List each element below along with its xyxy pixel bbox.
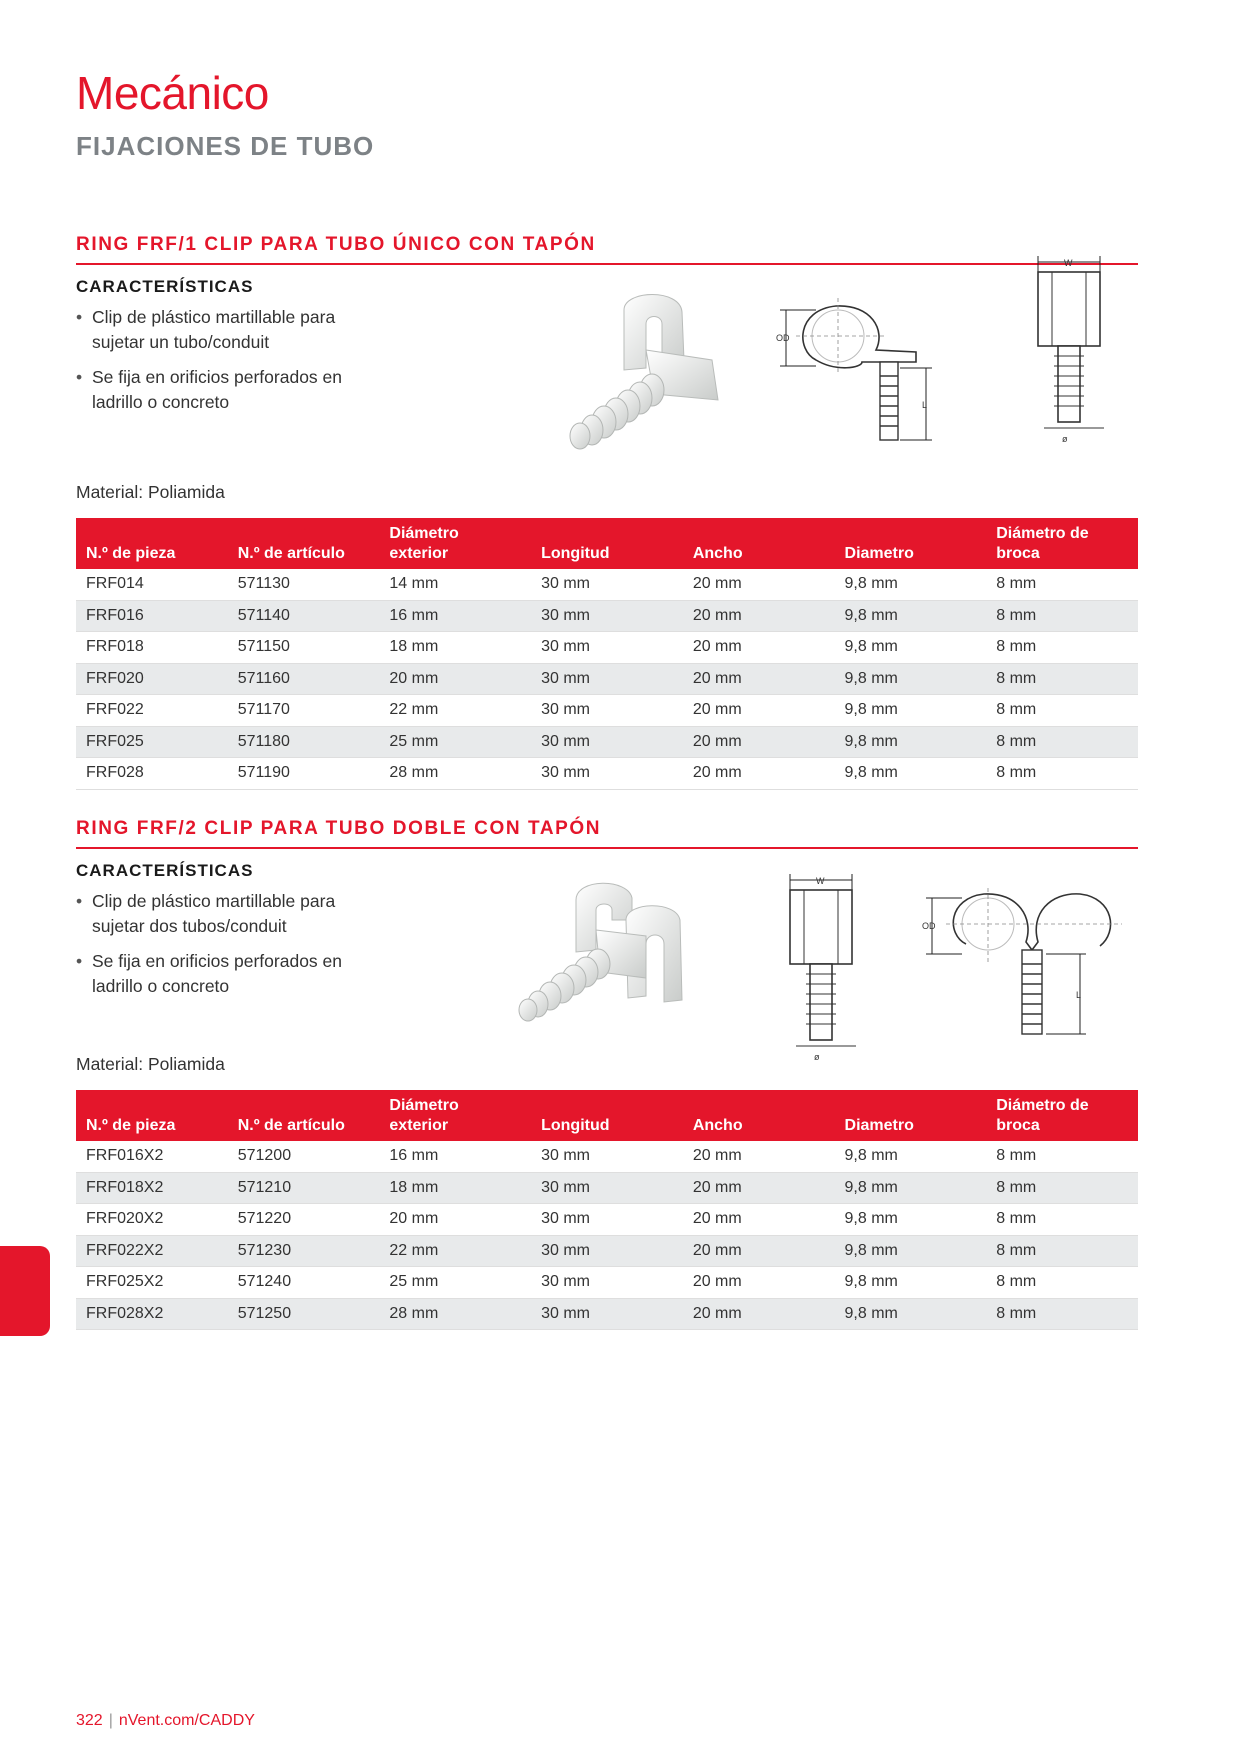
table-row — [76, 1298, 1138, 1330]
table-cell: 20 mm — [389, 1210, 439, 1228]
table-cell: 30 mm — [541, 1210, 591, 1228]
table-cell: 9,8 mm — [844, 701, 898, 719]
table-cell: 20 mm — [692, 638, 742, 656]
technical-drawing-front — [776, 870, 866, 1066]
table-cell: 571160 — [237, 669, 290, 687]
table-cell: 18 mm — [389, 1178, 439, 1196]
table-header: Longitud — [541, 1117, 610, 1134]
table-row — [76, 726, 1138, 758]
table-cell: 8 mm — [996, 1273, 1037, 1291]
table-cell: 30 mm — [541, 606, 591, 624]
technical-drawing-side — [776, 290, 946, 460]
features-heading: CARACTERÍSTICAS — [76, 861, 254, 880]
table-cell: 8 mm — [996, 606, 1037, 624]
material-text: Material: Poliamida — [76, 482, 225, 502]
table-header: N.º de artículo — [237, 545, 345, 562]
table-cell: 9,8 mm — [844, 1210, 898, 1228]
table-cell: 30 mm — [541, 1241, 591, 1259]
table-cell: FRF022 — [86, 701, 144, 719]
diagram-label-w: W — [816, 876, 825, 886]
diagram-label-dia: ø — [814, 1052, 820, 1062]
feature-item: • Se fija en orificios perforados en ladrillo o concreto — [76, 949, 376, 999]
table-cell: 571180 — [237, 732, 290, 750]
table-cell: 571200 — [237, 1147, 292, 1165]
feature-item: • Se fija en orificios perforados en ladrillo o concreto — [76, 365, 376, 415]
footer-url[interactable]: nVent.com/CADDY — [118, 1712, 255, 1729]
table-row — [76, 1141, 1138, 1172]
table-cell: 20 mm — [692, 1304, 742, 1322]
feature-item: • Clip de plástico martillable para sujetar dos tubos/conduit — [76, 889, 376, 939]
table-header: N.º de pieza — [86, 1117, 176, 1134]
table-cell: 8 mm — [996, 1241, 1037, 1259]
table-header-row — [76, 518, 1138, 569]
table-cell: FRF014 — [86, 575, 144, 593]
section-frf2 — [76, 818, 1138, 1322]
table-cell: 30 mm — [541, 1304, 591, 1322]
chapter-tab — [0, 1246, 50, 1336]
table-cell: 20 mm — [389, 669, 439, 687]
table-cell: 571190 — [237, 764, 290, 782]
table-cell: 571150 — [237, 638, 290, 656]
table-cell: 9,8 mm — [844, 1178, 898, 1196]
table-cell: FRF016X2 — [86, 1147, 164, 1165]
table-cell: 8 mm — [996, 701, 1037, 719]
diagram-label-l: L — [1076, 990, 1082, 1000]
table-cell: 28 mm — [389, 1304, 439, 1322]
table-header: Diametro — [844, 545, 914, 562]
table-header: N.º de artículo — [237, 1117, 345, 1134]
table-cell: FRF025 — [86, 732, 144, 750]
table-cell: 30 mm — [541, 638, 591, 656]
table-cell: 9,8 mm — [844, 638, 898, 656]
product-photo-single-clip — [562, 290, 742, 460]
table-cell: 20 mm — [692, 606, 742, 624]
table-row — [76, 758, 1138, 790]
table-header: Longitud — [541, 545, 610, 562]
table-header: Diametro — [844, 1117, 914, 1134]
technical-drawing-front — [1024, 252, 1114, 448]
spec-table-frf1 — [76, 518, 1138, 790]
section-frf1 — [76, 234, 1138, 782]
table-cell: 9,8 mm — [844, 1241, 898, 1259]
table-cell: 9,8 mm — [844, 669, 898, 687]
table-cell: 30 mm — [541, 669, 591, 687]
table-header: Diámetro de broca — [996, 525, 1089, 562]
product-photo-double-clip — [516, 880, 716, 1030]
table-body — [76, 569, 1138, 789]
table-cell: 571170 — [237, 701, 290, 719]
table-cell: 8 mm — [996, 1304, 1037, 1322]
table-row — [76, 1204, 1138, 1236]
table-cell: FRF018X2 — [86, 1178, 164, 1196]
table-cell: 571240 — [237, 1273, 292, 1291]
features-list — [76, 889, 376, 999]
features-list — [76, 305, 376, 415]
table-cell: 30 mm — [541, 1273, 591, 1291]
feature-item: • Clip de plástico martillable para sujetar un tubo/conduit — [76, 305, 376, 355]
table-cell: 8 mm — [996, 575, 1037, 593]
table-cell: 28 mm — [389, 764, 439, 782]
diagram-label-od: OD — [922, 921, 936, 931]
table-cell: 22 mm — [389, 701, 439, 719]
table-cell: 9,8 mm — [844, 606, 898, 624]
table-cell: FRF028X2 — [86, 1304, 164, 1322]
table-cell: 571230 — [237, 1241, 292, 1259]
table-cell: 16 mm — [389, 1147, 439, 1165]
table-cell: 9,8 mm — [844, 1304, 898, 1322]
table-header-row — [76, 1090, 1138, 1141]
table-cell: 25 mm — [389, 732, 439, 750]
table-cell: 20 mm — [692, 764, 742, 782]
table-cell: 8 mm — [996, 638, 1037, 656]
table-cell: 571140 — [237, 606, 290, 624]
table-cell: FRF020X2 — [86, 1210, 164, 1228]
table-cell: 20 mm — [692, 1241, 742, 1259]
table-row — [76, 632, 1138, 664]
technical-drawing-side — [922, 884, 1138, 1054]
table-cell: 20 mm — [692, 701, 742, 719]
table-header: Diámetro exterior — [389, 525, 459, 562]
diagram-label-l: L — [922, 400, 928, 410]
table-cell: FRF018 — [86, 638, 144, 656]
table-cell: 9,8 mm — [844, 1147, 898, 1165]
table-row — [76, 600, 1138, 632]
table-cell: 20 mm — [692, 1210, 742, 1228]
footer-separator: | — [108, 1712, 113, 1729]
table-cell: 20 mm — [692, 1273, 742, 1291]
table-cell: 9,8 mm — [844, 764, 898, 782]
table-header: Ancho — [692, 545, 743, 562]
table-header: Diámetro de broca — [996, 1097, 1089, 1134]
table-cell: 571210 — [237, 1178, 292, 1196]
table-cell: 22 mm — [389, 1241, 439, 1259]
diagram-label-dia: ø — [1062, 434, 1068, 444]
table-cell: 8 mm — [996, 1147, 1037, 1165]
table-cell: 9,8 mm — [844, 1273, 898, 1291]
material-text: Material: Poliamida — [76, 1054, 225, 1074]
table-cell: 20 mm — [692, 575, 742, 593]
diagram-label-w: W — [1064, 258, 1073, 268]
table-cell: 25 mm — [389, 1273, 439, 1291]
table-cell: 9,8 mm — [844, 575, 898, 593]
features-heading: CARACTERÍSTICAS — [76, 277, 254, 296]
table-cell: 30 mm — [541, 1147, 591, 1165]
table-cell: 8 mm — [996, 732, 1037, 750]
table-cell: 16 mm — [389, 606, 439, 624]
section-title: RING FRF/1 CLIP PARA TUBO ÚNICO CON TAPÓN — [76, 234, 1138, 265]
table-cell: 8 mm — [996, 1178, 1037, 1196]
table-cell: FRF016 — [86, 606, 144, 624]
table-body — [76, 1141, 1138, 1330]
table-cell: 30 mm — [541, 764, 591, 782]
table-row — [76, 663, 1138, 695]
table-cell: 30 mm — [541, 1178, 591, 1196]
table-cell: FRF020 — [86, 669, 144, 687]
table-cell: 571220 — [237, 1210, 292, 1228]
table-row — [76, 1267, 1138, 1299]
table-cell: 30 mm — [541, 701, 591, 719]
table-cell: 20 mm — [692, 732, 742, 750]
table-row — [76, 569, 1138, 600]
table-row — [76, 695, 1138, 727]
table-cell: 8 mm — [996, 764, 1037, 782]
page-number: 322 — [76, 1712, 103, 1729]
table-row — [76, 1235, 1138, 1267]
table-row — [76, 1172, 1138, 1204]
table-cell: 20 mm — [692, 669, 742, 687]
table-cell: FRF022X2 — [86, 1241, 164, 1259]
table-cell: FRF025X2 — [86, 1273, 164, 1291]
table-cell: FRF028 — [86, 764, 144, 782]
table-cell: 14 mm — [389, 575, 439, 593]
table-header: Ancho — [692, 1117, 743, 1134]
table-cell: 30 mm — [541, 575, 591, 593]
table-header: N.º de pieza — [86, 545, 176, 562]
table-cell: 18 mm — [389, 638, 439, 656]
table-cell: 30 mm — [541, 732, 591, 750]
table-cell: 20 mm — [692, 1178, 742, 1196]
table-cell: 8 mm — [996, 1210, 1037, 1228]
table-cell: 571130 — [237, 575, 290, 593]
page-footer — [76, 1712, 255, 1730]
spec-table-frf2 — [76, 1090, 1138, 1330]
table-header: Diámetro exterior — [389, 1097, 459, 1134]
diagram-label-od: OD — [776, 333, 790, 343]
table-cell: 571250 — [237, 1304, 292, 1322]
table-cell: 20 mm — [692, 1147, 742, 1165]
table-cell: 9,8 mm — [844, 732, 898, 750]
page-subtitle: FIJACIONES DE TUBO — [76, 131, 375, 161]
section-title: RING FRF/2 CLIP PARA TUBO DOBLE CON TAPÓN — [76, 818, 1138, 849]
table-cell: 8 mm — [996, 669, 1037, 687]
page-title: Mecánico — [76, 67, 269, 119]
